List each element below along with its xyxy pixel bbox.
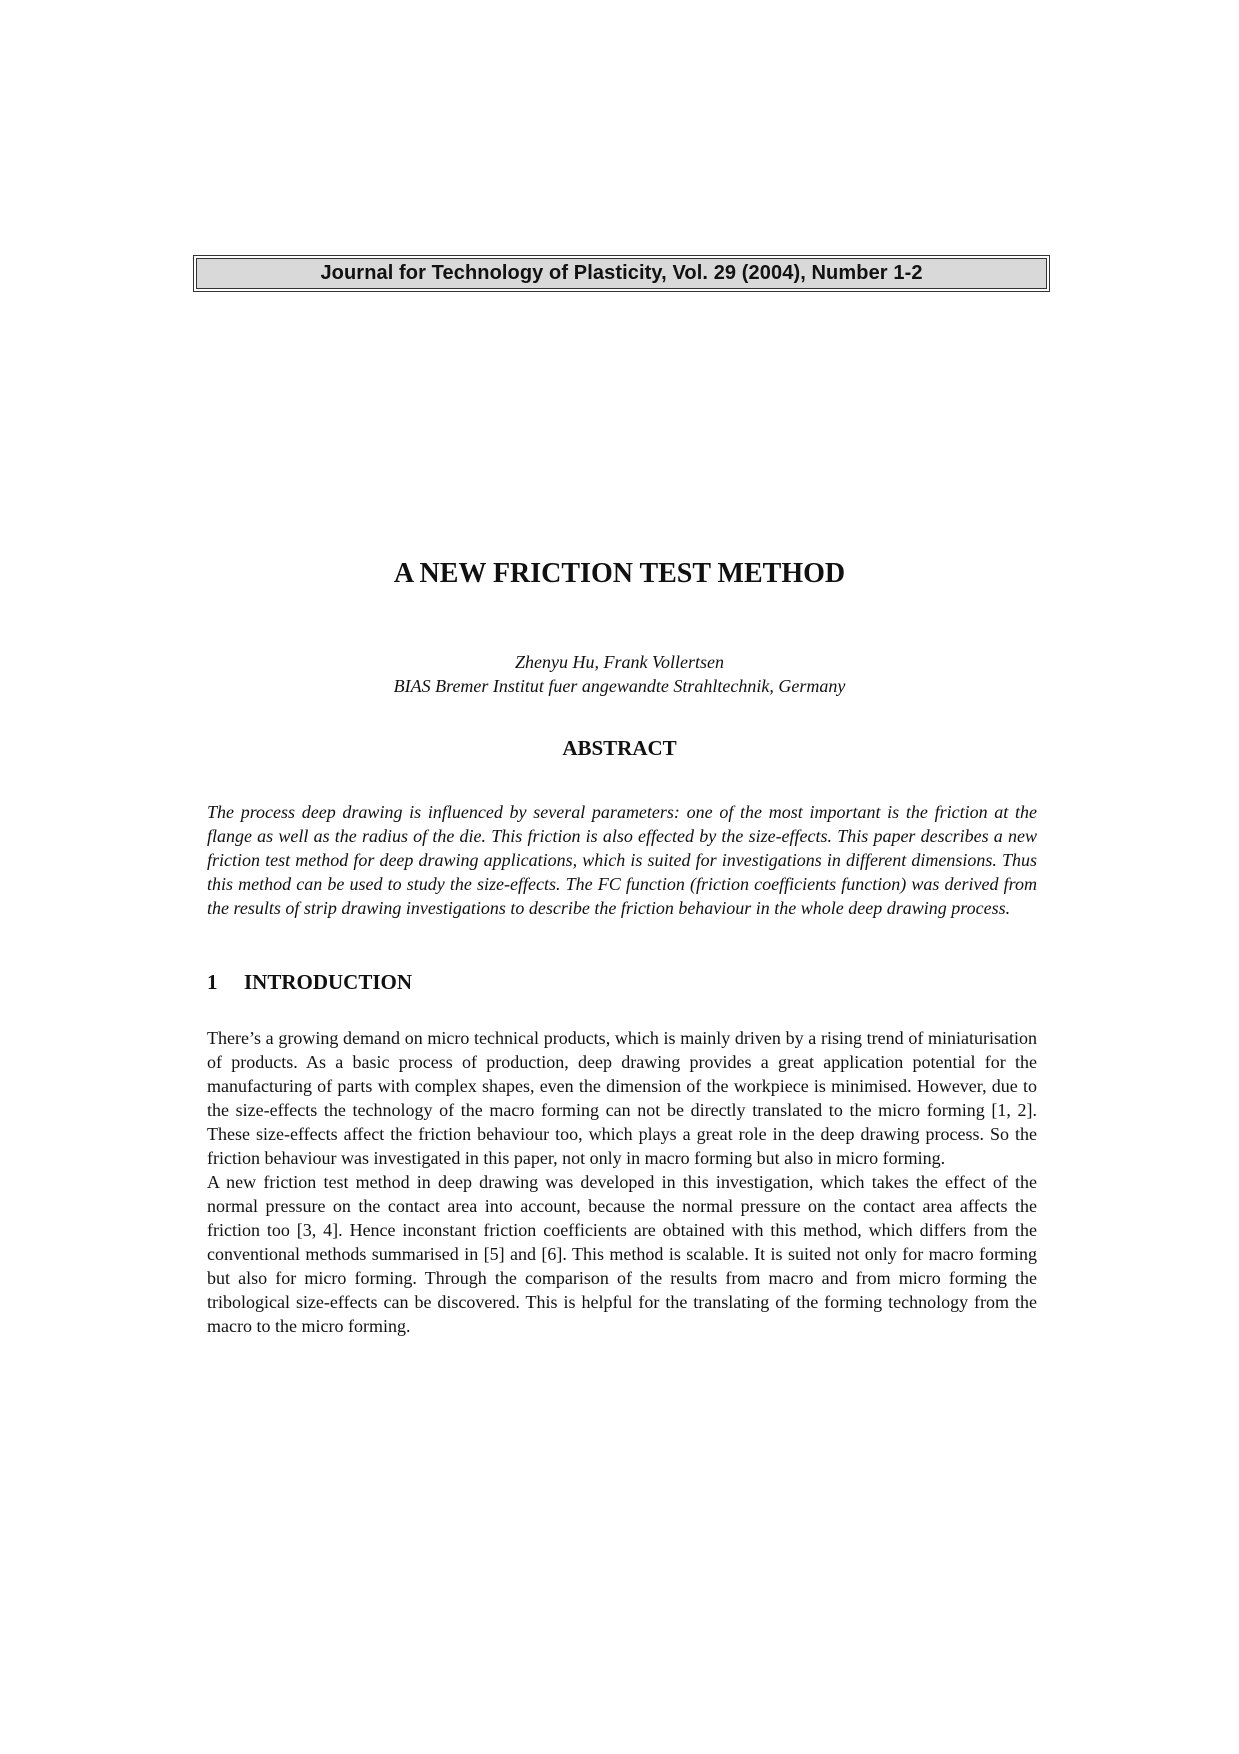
section-heading-introduction xyxy=(207,970,412,995)
journal-header-box xyxy=(193,255,1050,292)
intro-paragraph-1: There’s a growing demand on micro technical products, which is mainly driven by a rising trend of miniaturisation of products. As a basic process of production, deep drawing provides a great application potential for the manufacturing of parts with complex shapes, even the dimension of the workpiece is minimised. However, due to the size-effects the technology of the macro forming can not be directly translated to the micro forming [1, 2]. These size-effects affect the friction behaviour too, which plays a great role in the deep drawing process. So the friction behaviour was investigated in this paper, not only in macro forming but also in micro forming. xyxy=(207,1028,1037,1168)
author-block xyxy=(0,650,1239,698)
intro-paragraph-2: A new friction test method in deep drawing was developed in this investigation, which takes the effect of the normal pressure on the contact area into account, because the normal pressure on the contact area affects the friction too [3, 4]. Hence inconstant friction coefficients are obtained with this method, which differs from the conventional methods summarised in [5] and [6]. This method is scalable. It is suited not only for macro forming but also for micro forming. Through the comparison of the results from macro and from micro forming the tribological size-effects can be discovered. This is helpful for the translating of the forming technology from the macro to the micro forming. xyxy=(207,1172,1037,1336)
section-title: INTRODUCTION xyxy=(244,970,413,994)
introduction-body xyxy=(207,1026,1037,1338)
journal-header: Journal for Technology of Plasticity, Vol. 29 (2004), Number 1-2 xyxy=(196,258,1047,289)
abstract-text: The process deep drawing is influenced by several parameters: one of the most important is the friction at the flange as well as the radius of the die. This friction is also effected by the size-effects. This paper describes a new friction test method for deep drawing applications, which is suited for investigations in different dimensions. Thus this method can be used to study the size-effects. The FC function (friction coefficients function) was derived from the results of strip drawing investigations to describe the friction behaviour in the whole deep drawing process. xyxy=(207,802,1037,918)
authors: Zhenyu Hu, Frank Vollertsen xyxy=(515,652,724,672)
section-number: 1 xyxy=(207,970,218,994)
affiliation: BIAS Bremer Institut fuer angewandte Strahltechnik, Germany xyxy=(393,676,846,696)
paper-title: A NEW FRICTION TEST METHOD xyxy=(393,558,846,589)
abstract-heading: ABSTRACT xyxy=(562,736,677,760)
